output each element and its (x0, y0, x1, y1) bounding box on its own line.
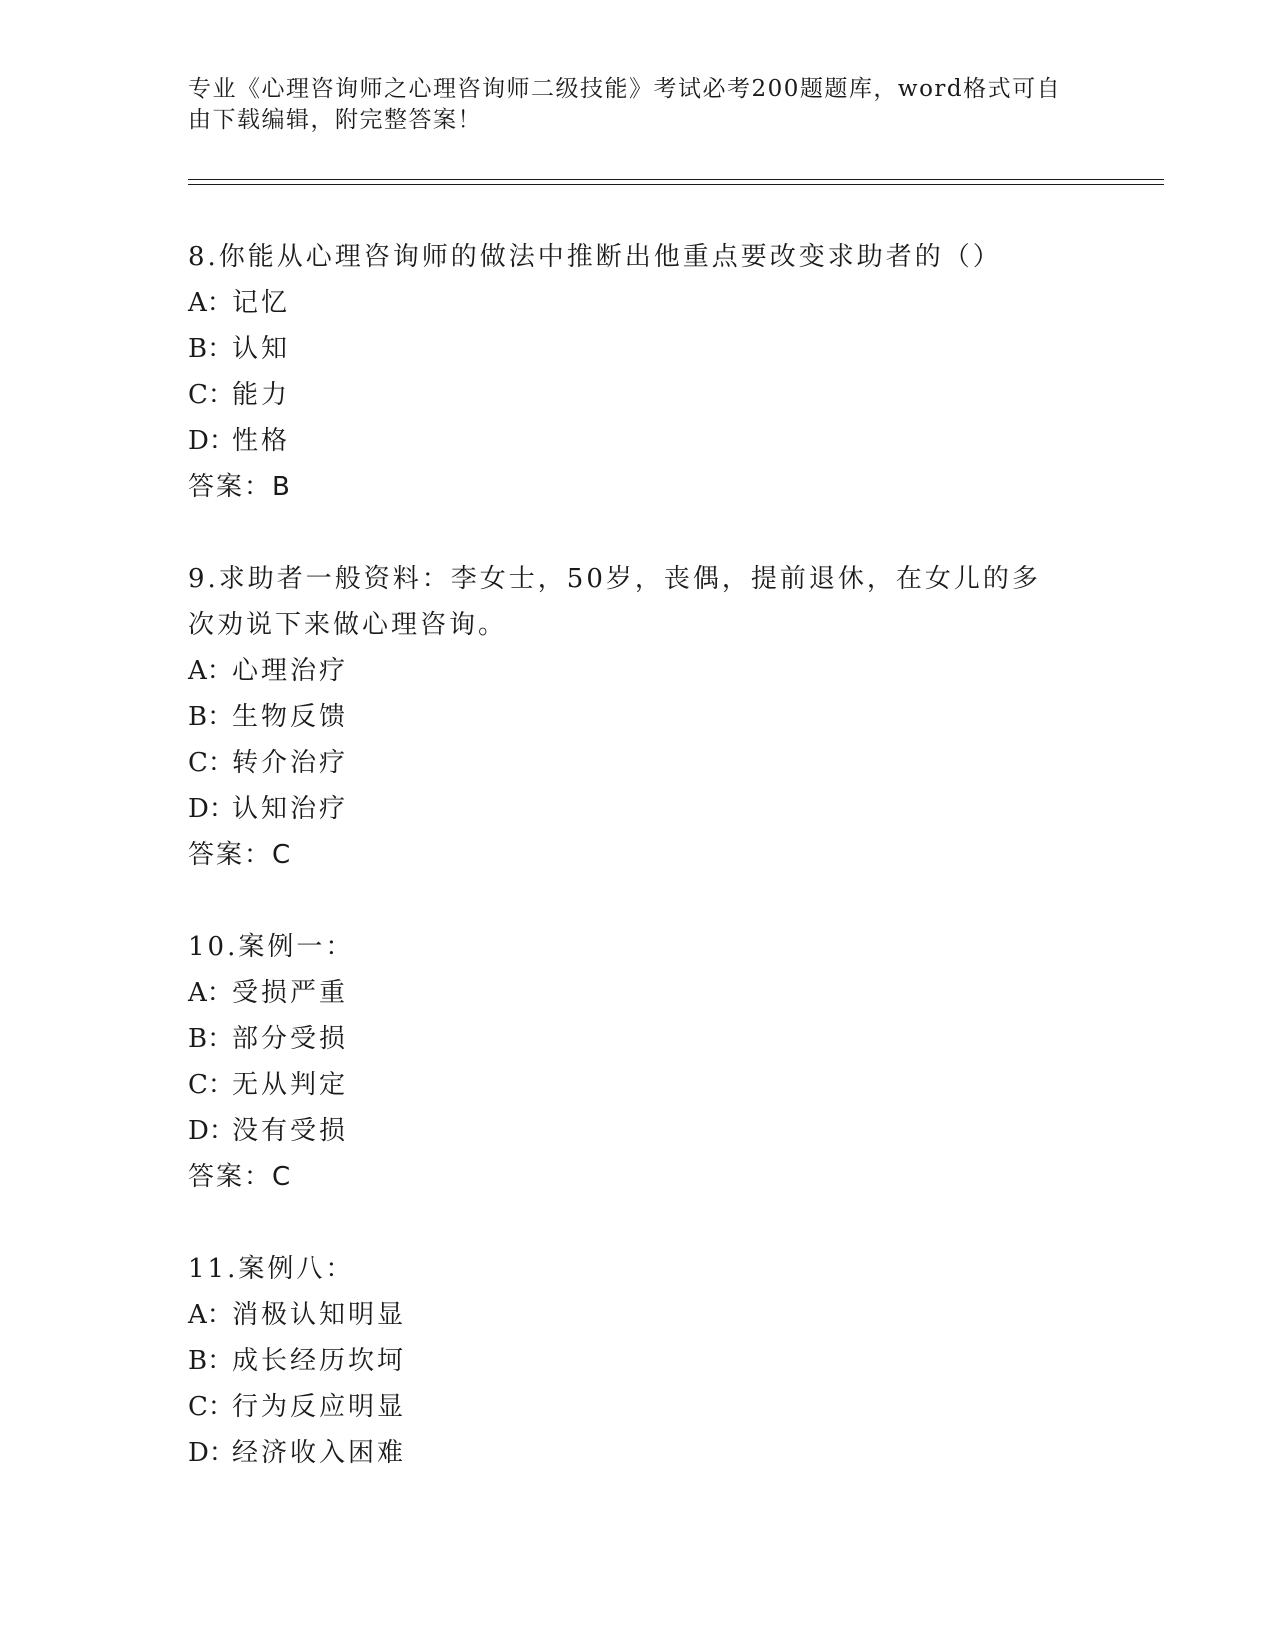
option-text: 没有受损 (232, 1116, 349, 1146)
option-b (188, 1016, 1088, 1062)
option-letter: B： (188, 1346, 234, 1376)
option-c (188, 372, 1088, 418)
question-10 (188, 924, 1088, 1200)
option-d (188, 418, 1088, 464)
option-b (188, 326, 1088, 372)
option-text: 能力 (232, 380, 291, 410)
option-a (188, 970, 1088, 1016)
option-d (188, 1108, 1088, 1154)
question-stem: 8.你能从心理咨询师的做法中推断出他重点要改变求助者的（） (188, 242, 1002, 272)
option-letter: D： (188, 1116, 235, 1146)
option-b (188, 694, 1088, 740)
option-text: 性格 (232, 426, 291, 456)
question-stem: 10.案例一： (188, 932, 355, 962)
option-text: 转介治疗 (232, 748, 349, 778)
option-text: 经济收入困难 (232, 1438, 407, 1468)
option-d (188, 1430, 1088, 1476)
answer: 答案：B (188, 472, 292, 502)
question-stem: 11.案例八： (188, 1254, 355, 1284)
option-text: 记忆 (232, 288, 291, 318)
option-text: 受损严重 (232, 978, 349, 1008)
option-text: 心理治疗 (232, 656, 349, 686)
option-text: 成长经历坎坷 (232, 1346, 407, 1376)
option-a (188, 648, 1088, 694)
option-letter: A： (188, 1300, 233, 1330)
header-divider-bottom (188, 184, 1164, 185)
option-c (188, 1062, 1088, 1108)
option-text: 行为反应明显 (232, 1392, 407, 1422)
question-11 (188, 1246, 1088, 1476)
option-c (188, 740, 1088, 786)
option-letter: D： (188, 1438, 235, 1468)
option-letter: A： (188, 656, 233, 686)
document-header: 专业《心理咨询师之心理咨询师二级技能》考试必考200题题库，word格式可自由下载编辑，附完整答案！ (188, 76, 1062, 133)
option-letter: D： (188, 426, 235, 456)
option-c (188, 1384, 1088, 1430)
option-text: 消极认知明显 (232, 1300, 407, 1330)
option-text: 部分受损 (232, 1024, 349, 1054)
header-divider-top (188, 179, 1164, 180)
answer: 答案：C (188, 840, 293, 870)
option-a (188, 280, 1088, 326)
question-stem: 9.求助者一般资料：李女士，50岁，丧偶，提前退休，在女儿的多次劝说下来做心理咨询。 (188, 564, 1041, 640)
option-letter: A： (188, 978, 233, 1008)
option-letter: C： (188, 1070, 234, 1100)
option-d (188, 786, 1088, 832)
option-letter: A： (188, 288, 233, 318)
option-text: 生物反馈 (232, 702, 349, 732)
option-text: 认知治疗 (232, 794, 349, 824)
option-text: 认知 (232, 334, 291, 364)
option-letter: C： (188, 748, 234, 778)
question-8 (188, 234, 1088, 510)
option-b (188, 1338, 1088, 1384)
option-a (188, 1292, 1088, 1338)
option-letter: B： (188, 334, 234, 364)
option-letter: C： (188, 380, 234, 410)
answer: 答案：C (188, 1162, 293, 1192)
option-letter: C： (188, 1392, 234, 1422)
option-letter: B： (188, 702, 234, 732)
option-text: 无从判定 (232, 1070, 349, 1100)
option-letter: D： (188, 794, 235, 824)
question-9 (188, 556, 1088, 878)
option-letter: B： (188, 1024, 234, 1054)
